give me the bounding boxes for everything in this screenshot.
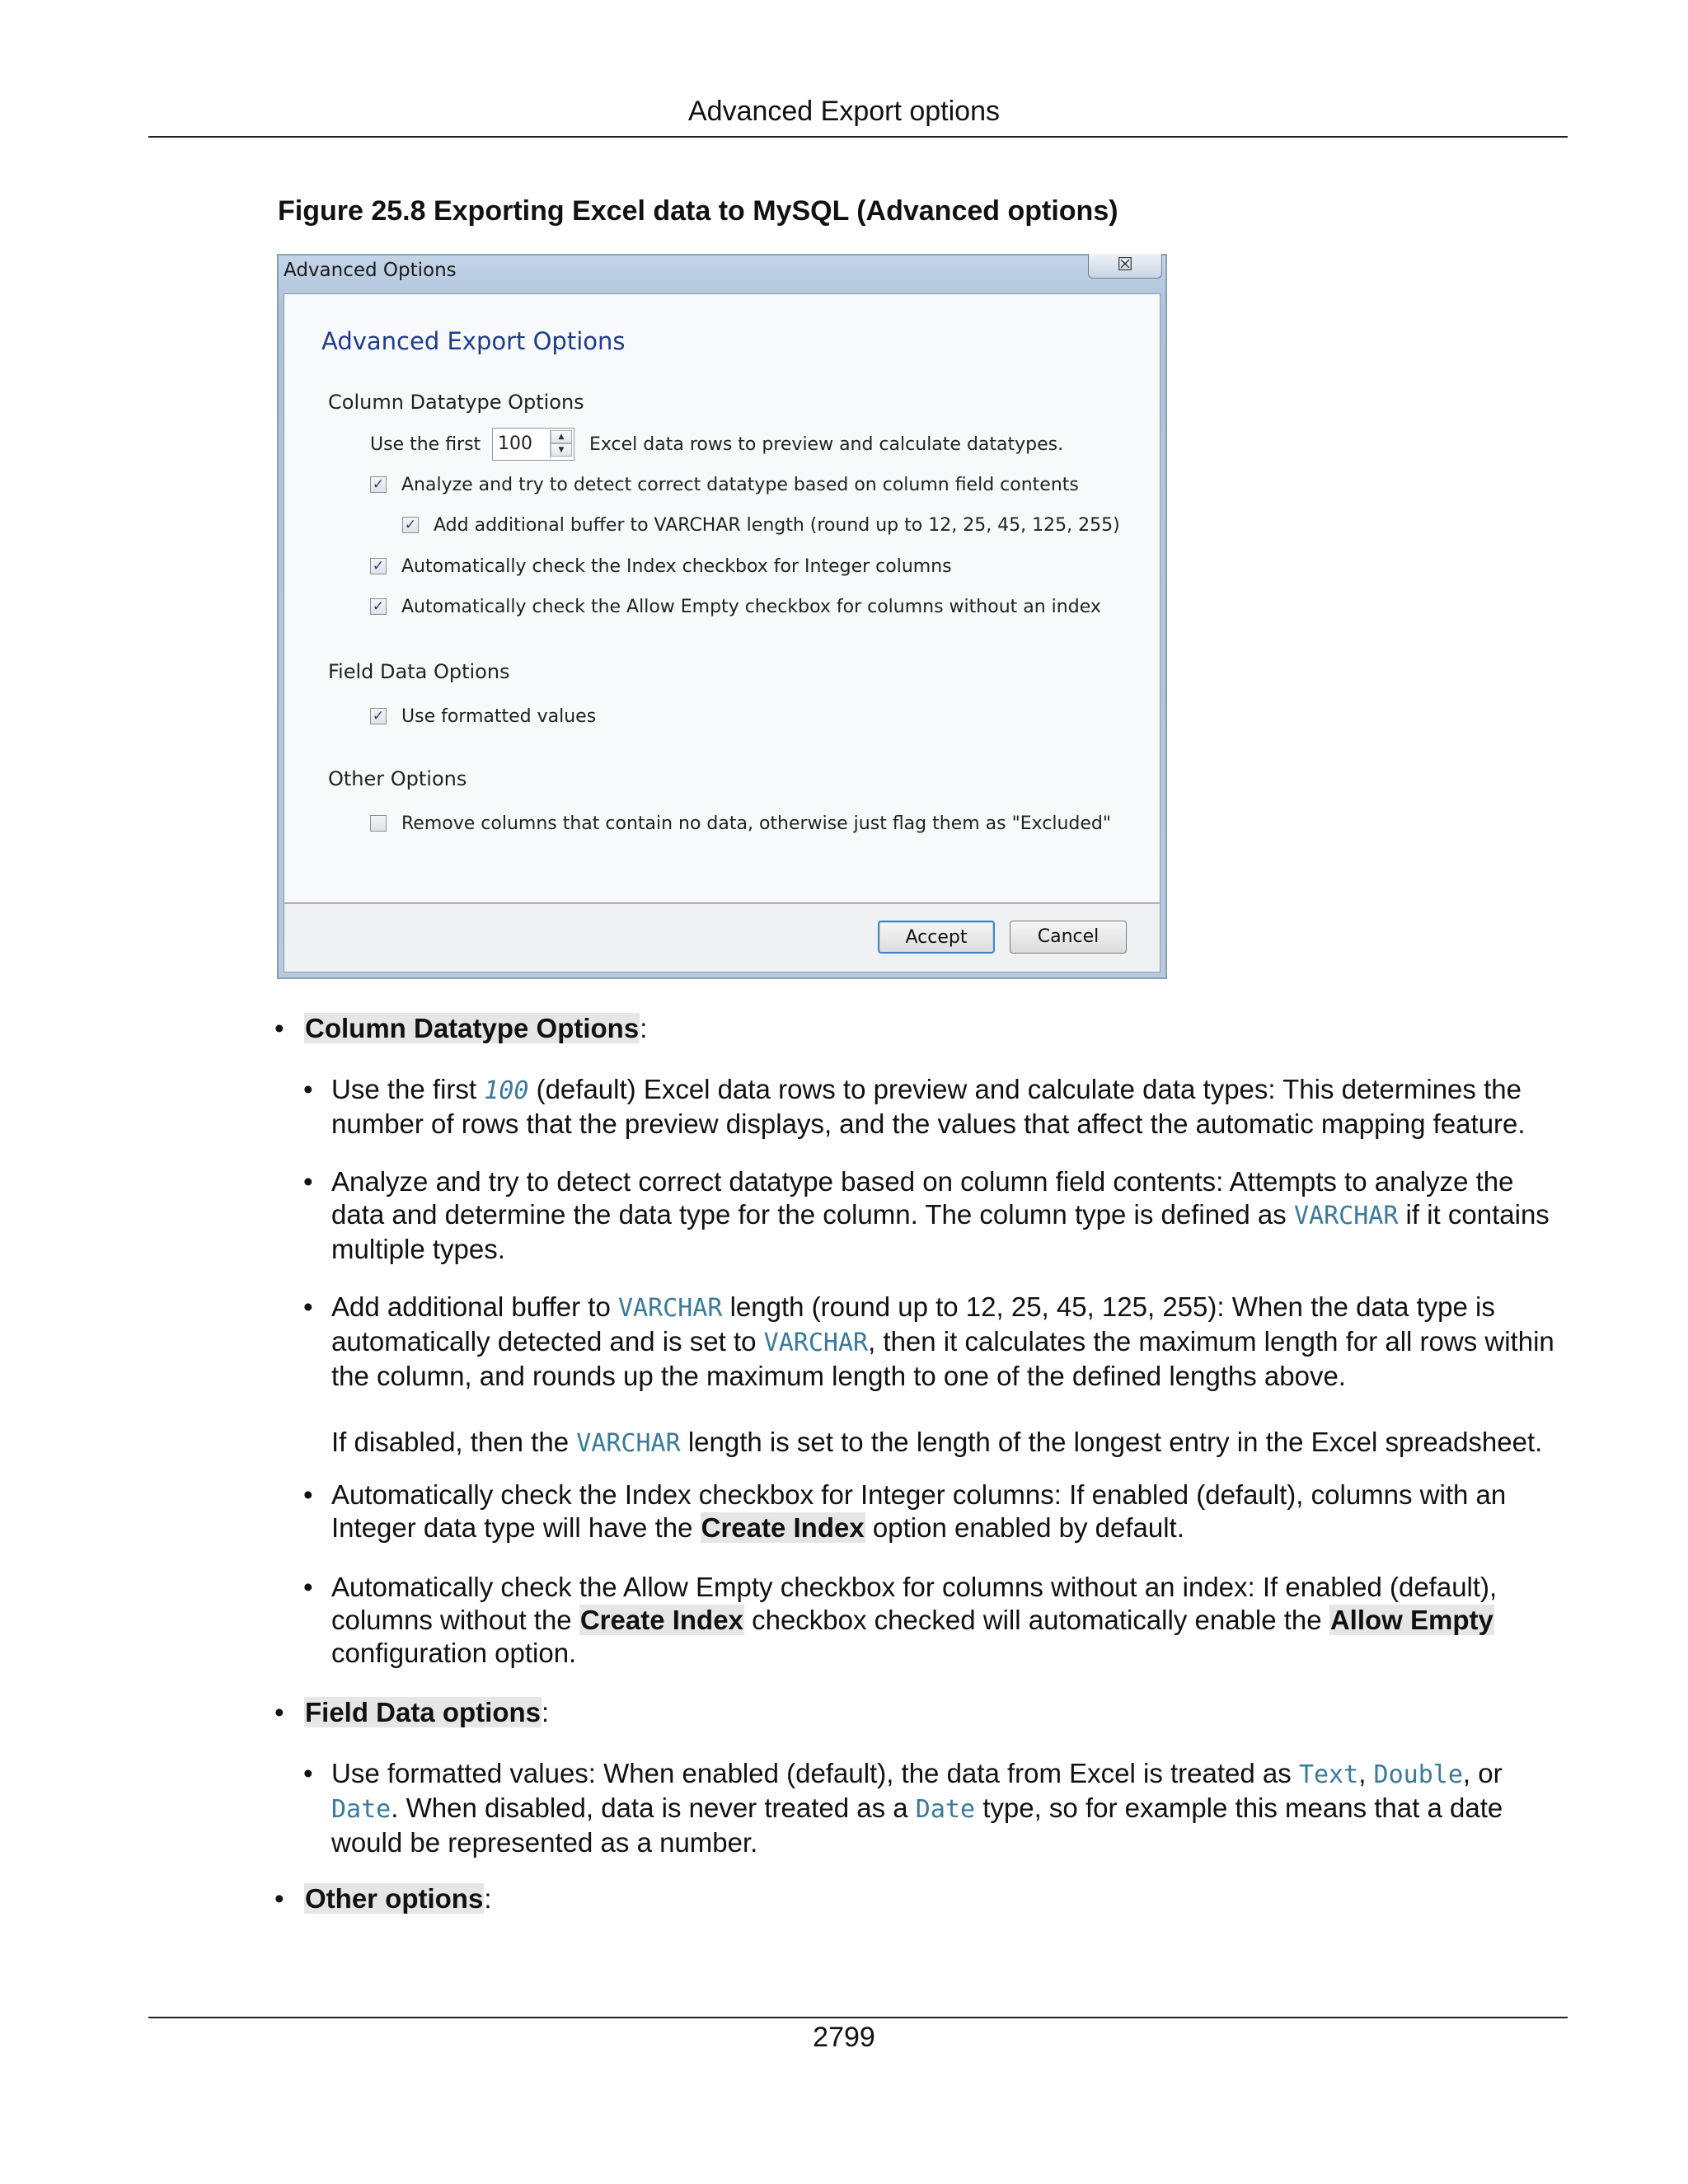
advanced-options-dialog — [277, 254, 1167, 979]
text: if it contains multiple types. — [331, 1199, 1550, 1264]
list-item-varchar-buffer — [331, 1291, 1568, 1460]
text: type, so for example this means that a date would be represented as a number. — [331, 1793, 1503, 1858]
text: option enabled by default. — [865, 1512, 1184, 1543]
stepper-down-icon[interactable]: ▼ — [551, 443, 572, 457]
rows-stepper[interactable] — [492, 428, 574, 461]
code-varchar: VARCHAR — [763, 1329, 869, 1357]
other-options-section: Other Options — [328, 767, 467, 790]
cancel-button[interactable]: Cancel — [1010, 921, 1127, 954]
bullet: • — [274, 1883, 284, 1914]
column-datatype-section: Column Datatype Options — [328, 391, 584, 414]
bullet: • — [303, 1572, 313, 1602]
allow-empty-term: Allow Empty — [1329, 1605, 1493, 1635]
page-number: 2799 — [813, 2022, 875, 2053]
running-header: Advanced Export options — [687, 96, 1001, 127]
footer-rule — [148, 2017, 1568, 2018]
column-datatype-heading: Column Datatype Options — [305, 1013, 640, 1043]
list-item-index-integer — [331, 1479, 1568, 1544]
list-item-formatted-values — [331, 1757, 1568, 1859]
field-data-section: Field Data Options — [328, 660, 510, 683]
text: checkbox checked will automatically enable the — [743, 1605, 1329, 1635]
list-item-other-options — [304, 1882, 1573, 1915]
dialog-body — [284, 293, 1160, 903]
text: Add additional buffer to — [331, 1291, 618, 1322]
text: , — [1358, 1758, 1374, 1788]
bullet: • — [303, 1074, 313, 1104]
varchar-buffer-label: Add additional buffer to VARCHAR length (round up to 12, 25, 45, 125, 255) — [434, 515, 1120, 536]
index-integer-label: Automatically check the Index checkbox for Integer columns — [401, 556, 952, 577]
formatted-values-label: Use formatted values — [401, 706, 597, 727]
formatted-values-checkbox[interactable]: ✓ — [370, 708, 387, 724]
text: . When disabled, data is never treated as a — [391, 1793, 916, 1823]
code-double: Double — [1373, 1760, 1463, 1789]
colon: : — [542, 1697, 550, 1727]
text: Use the first — [331, 1074, 485, 1104]
code-text: Text — [1298, 1760, 1359, 1789]
colon: : — [484, 1883, 492, 1914]
text: length (round up to 12, 25, 45, 125, 255): When the data type is automatically detected and is set to — [331, 1291, 1495, 1357]
use-first-label: Use the first — [370, 434, 481, 455]
analyze-datatype-label: Analyze and try to detect correct datatype based on column field contents — [401, 475, 1079, 495]
colon: : — [640, 1013, 648, 1043]
bullet: • — [274, 1013, 284, 1043]
create-index-term: Create Index — [701, 1512, 865, 1543]
rows-value: 100 — [498, 434, 532, 454]
create-index-term: Create Index — [579, 1605, 743, 1635]
text: Automatically check the Index checkbox for Integer columns: If enabled (default), columns with an Integer data type will have the — [331, 1479, 1507, 1543]
bullet: • — [274, 1697, 284, 1727]
bullet: • — [303, 1291, 313, 1322]
dialog-heading: Advanced Export Options — [321, 327, 626, 355]
list-item-column-datatype — [304, 1012, 1573, 1045]
list-item-analyze — [331, 1165, 1568, 1266]
header-rule — [148, 136, 1568, 138]
remove-columns-checkbox[interactable] — [370, 815, 387, 832]
text: length is set to the length of the longest entry in the Excel spreadsheet. — [680, 1427, 1543, 1457]
index-integer-checkbox[interactable]: ✓ — [370, 558, 387, 574]
list-item-allow-empty — [331, 1571, 1568, 1670]
list-item-field-data — [304, 1696, 1573, 1729]
use-first-suffix: Excel data rows to preview and calculate datatypes. — [589, 434, 1064, 455]
dialog-footer — [284, 903, 1160, 972]
list-item-use-first — [331, 1073, 1568, 1141]
stepper-up-icon[interactable]: ▲ — [551, 430, 572, 443]
code-varchar: VARCHAR — [617, 1294, 723, 1323]
text: , then it calculates the maximum length for all rows within the column, and rounds up the maximum length to one of the defined lengths above. — [331, 1326, 1554, 1391]
other-options-heading: Other options — [305, 1883, 484, 1914]
field-data-heading: Field Data options — [305, 1697, 542, 1727]
text: , or — [1462, 1758, 1503, 1788]
analyze-datatype-checkbox[interactable]: ✓ — [370, 476, 387, 493]
bullet: • — [303, 1166, 313, 1197]
bullet: • — [303, 1479, 313, 1510]
text: If disabled, then the — [331, 1427, 577, 1457]
code-100: 100 — [484, 1076, 529, 1105]
code-varchar: VARCHAR — [576, 1429, 681, 1458]
text: configuration option. — [331, 1638, 577, 1668]
varchar-buffer-checkbox[interactable]: ✓ — [402, 517, 419, 533]
code-varchar: VARCHAR — [1293, 1202, 1399, 1230]
text: Use formatted values: When enabled (default), the data from Excel is treated as — [331, 1758, 1299, 1788]
allow-empty-label: Automatically check the Allow Empty checkbox for columns without an index — [401, 597, 1101, 617]
text: Automatically check the Allow Empty checkbox for columns without an index: If enabled (default), columns without the — [331, 1572, 1498, 1635]
text: (default) Excel data rows to preview and calculate data types: This determines the number of rows that the preview displays, and the values that affect the automatic mapping feature. — [331, 1074, 1526, 1139]
remove-columns-label: Remove columns that contain no data, otherwise just flag them as "Excluded" — [401, 813, 1111, 834]
rows-stepper-buttons — [550, 430, 572, 458]
dialog-title: Advanced Options — [284, 260, 457, 281]
bullet: • — [303, 1758, 313, 1788]
code-date: Date — [915, 1795, 976, 1824]
close-icon[interactable]: ☒ — [1088, 254, 1162, 279]
figure-caption: Figure 25.8 Exporting Excel data to MySQL (Advanced options) — [278, 195, 1118, 227]
text: Analyze and try to detect correct datatype based on column field contents: Attempts to analyze the data and determine the data type for the column. The column type is defined as — [331, 1166, 1514, 1230]
code-date: Date — [331, 1795, 392, 1824]
accept-button[interactable]: Accept — [878, 921, 995, 954]
allow-empty-checkbox[interactable]: ✓ — [370, 598, 387, 615]
